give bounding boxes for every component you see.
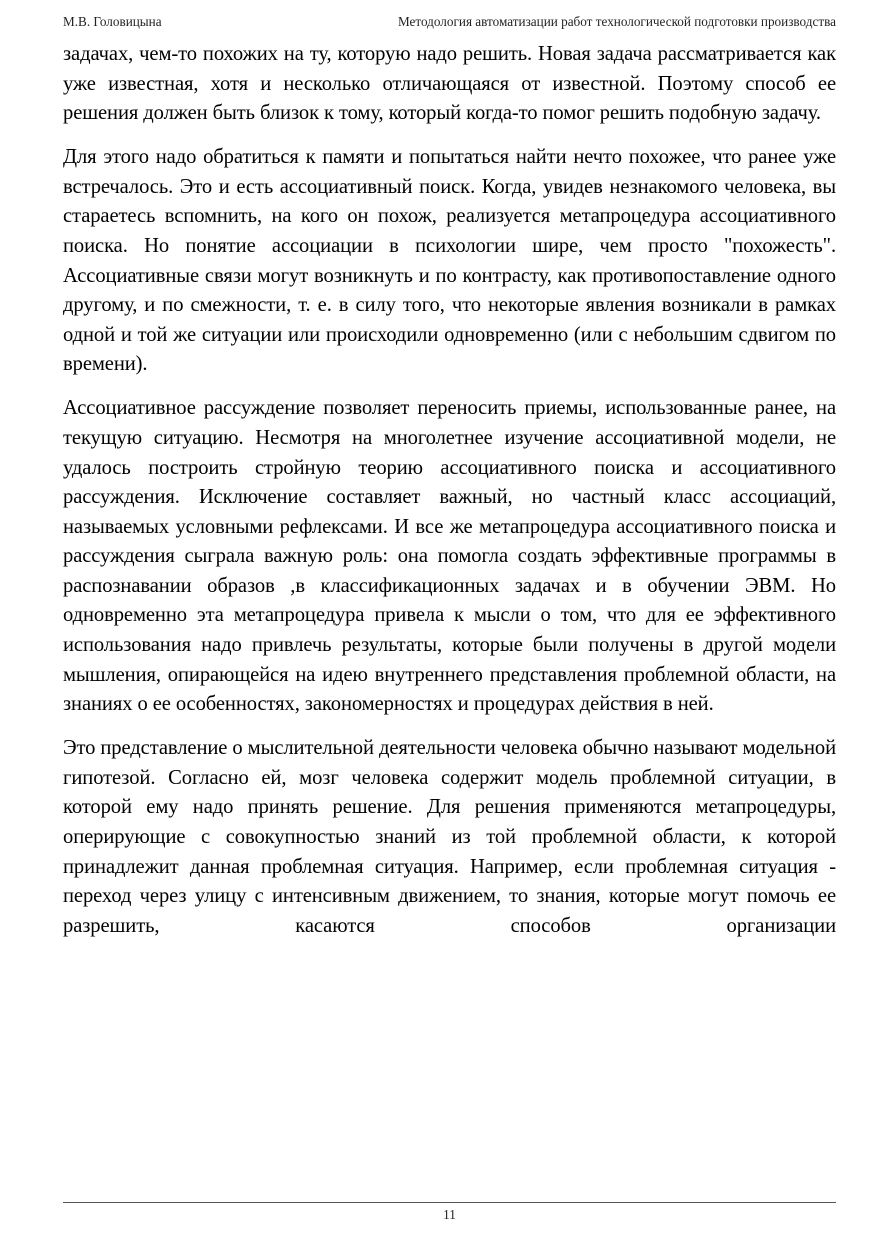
header-book-title: Методология автоматизации работ технологической подготовки производства	[397, 14, 836, 29]
paragraph-4: Это представление о мыслительной деятельности человека обычно называют модельной гипотезой. Согласно ей, мозг человека содержит модель проблемной ситуации, в которой ему надо принять решение. Для решения применяются метапроцедуры, оперирующие с совокупностью знаний из той проблемной области, к которой принадлежит данная проблемная ситуация. Например, если проблемная ситуация - переход через улицу с интенсивным движением, то знания, которые могут помочь ее разрешить, касаются способов организации	[63, 737, 836, 937]
paragraph-1: задачах, чем-то похожих на ту, которую надо решить. Новая задача рассматривается как уже известная, хотя и несколько отличающаяся от известной. Поэтому способ ее решения должен быть близок к тому, который когда-то помог решить подобную задачу.	[63, 43, 836, 125]
header-author: М.В. Головицына	[63, 14, 162, 29]
paragraph-2: Для этого надо обратиться к памяти и попытаться найти нечто похожее, что ранее уже встречалось. Это и есть ассоциативный поиск. Когда, увидев незнакомого человека, вы стараетесь вспомнить, на кого он похож, реализуется метапроцедура ассоциативного поиска. Но понятие ассоциации в психологии шире, чем просто "похожесть". Ассоциативные связи могут возникнуть и по контрасту, как противопоставление одного другому, и по смежности, т. е. в силу того, что некоторые явления возникали в рамках одной и той же ситуации или происходили одновременно (или с небольшим сдвигом по времени).	[63, 146, 836, 376]
page-number: 11	[443, 1207, 456, 1222]
footer-rule	[63, 1202, 836, 1203]
body-text	[63, 40, 836, 941]
paragraph-3: Ассоциативное рассуждение позволяет переносить приемы, использованные ранее, на текущую ситуацию. Несмотря на многолетнее изучение ассоциативной модели, не удалось построить стройную теорию ассоциативного поиска и ассоциативного рассуждения. Исключение составляет важный, но частный класс ассоциаций, называемых условными рефлексами. И все же метапроцедура ассоциативного поиска и рассуждения сыграла важную роль: она помогла создать эффективные программы в распознавании образов ,в классификационных задачах и в обучении ЭВМ. Но одновременно эта метапроцедура привела к мысли о том, что для ее эффективного использования надо привлечь результаты, которые были получены в другой модели мышления, опирающейся на идею внутреннего представления проблемной области, на знаниях о ее особенностях, закономерностях и процедурах действия в ней.	[63, 397, 836, 716]
running-header	[63, 14, 836, 34]
